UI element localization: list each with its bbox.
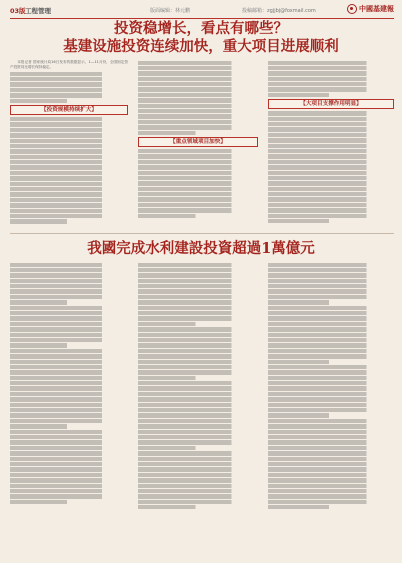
text-line (138, 349, 258, 353)
text-line (138, 403, 258, 407)
text-line (268, 263, 394, 267)
text-line (268, 349, 394, 353)
text-line (10, 279, 128, 283)
text-line (268, 478, 394, 482)
article2-column-1 (10, 262, 128, 557)
text-line (10, 171, 128, 175)
text-line (138, 494, 258, 498)
text-line (138, 192, 258, 196)
text-line (10, 144, 128, 148)
text-line (138, 489, 258, 493)
text-line (138, 386, 258, 390)
subheading-investment-scale: 【投资规模持续扩大】 (10, 105, 128, 115)
text-line (10, 386, 128, 390)
text-line (138, 306, 258, 310)
text-line (268, 494, 394, 498)
text-line (138, 381, 258, 385)
text-line (10, 322, 128, 326)
text-line (10, 462, 128, 466)
text-line (138, 343, 258, 347)
text-line (268, 451, 394, 455)
text-line (138, 165, 258, 169)
text-line (138, 77, 258, 81)
text-line (268, 82, 394, 86)
text-line (138, 214, 212, 218)
text-line (268, 61, 394, 65)
text-line (10, 376, 128, 380)
text-line (268, 365, 394, 369)
text-line (268, 343, 394, 347)
text-line (268, 473, 394, 477)
text-line (10, 338, 128, 342)
text-line (268, 376, 394, 380)
text-line (268, 111, 394, 115)
text-line (10, 88, 128, 92)
article1-headline-line2: 基建设施投资连续加快，重大项目进展顺利 (63, 38, 339, 55)
text-line (138, 197, 258, 201)
text-line (138, 413, 258, 417)
text-line (138, 376, 212, 380)
text-line (138, 473, 258, 477)
text-line (10, 500, 83, 504)
text-line (138, 120, 258, 124)
text-line (10, 473, 128, 477)
article2-column-3 (268, 262, 394, 557)
text-line (138, 365, 258, 369)
text-line (10, 327, 128, 331)
text-line (268, 360, 346, 364)
text-line (138, 338, 258, 342)
editor-credit: 版面编辑：林元鹏 (150, 8, 191, 14)
text-line (268, 181, 394, 185)
text-line (10, 419, 128, 423)
text-line (138, 327, 258, 331)
text-line (10, 133, 128, 137)
text-line (10, 484, 128, 488)
text-line (268, 144, 394, 148)
text-line (10, 306, 128, 310)
text-line (268, 138, 394, 142)
text-line (138, 300, 258, 304)
text-line (268, 467, 394, 471)
text-line (138, 66, 258, 70)
text-line (10, 192, 128, 196)
text-line (268, 300, 346, 304)
text-line (268, 500, 394, 504)
text-line (138, 279, 258, 283)
text-line (10, 284, 128, 288)
text-line (268, 424, 394, 428)
text-line (268, 197, 394, 201)
text-line (268, 149, 394, 153)
text-line (138, 505, 212, 509)
text-line (138, 125, 258, 129)
text-line (138, 457, 258, 461)
text-line (10, 467, 128, 471)
text-line (10, 160, 128, 164)
text-line (138, 478, 258, 482)
text-line (10, 446, 128, 450)
text-line (10, 263, 128, 267)
text-line (10, 370, 128, 374)
text-line (138, 149, 258, 153)
text-line (268, 154, 394, 158)
contact-email: 投稿邮箱：zgjjbj@foxmail.com (242, 8, 316, 14)
text-line (138, 311, 258, 315)
text-line (268, 219, 346, 223)
text-line (138, 98, 258, 102)
text-line (268, 93, 346, 97)
text-line (10, 139, 128, 143)
article2-headline: 我國完成水利建設投資超過1萬億元 (87, 240, 315, 257)
text-line (268, 187, 394, 191)
text-line (10, 117, 128, 121)
text-line (268, 440, 394, 444)
page-number: 03版 (10, 7, 26, 15)
text-line (268, 289, 394, 293)
text-line (138, 467, 258, 471)
text-line (10, 413, 128, 417)
text-line (10, 176, 128, 180)
text-line (10, 489, 128, 493)
text-line (268, 203, 394, 207)
text-line (10, 93, 128, 97)
text-line (10, 99, 83, 103)
lead-paragraph: 本报记者 国家统计局16日发布的数据显示，1—11月份，全国固定资产投资同比增长保持稳定。 (10, 60, 128, 70)
text-line (268, 457, 394, 461)
text-line (10, 435, 128, 439)
text-line (138, 316, 258, 320)
text-line (10, 316, 128, 320)
text-line (268, 165, 394, 169)
text-line (138, 462, 258, 466)
text-line (10, 198, 128, 202)
text-line (268, 327, 394, 331)
text-line (138, 187, 258, 191)
text-line (10, 354, 128, 358)
text-line (268, 284, 394, 288)
text-line (10, 408, 128, 412)
text-line (138, 408, 258, 412)
text-line (268, 408, 394, 412)
text-line (268, 413, 346, 417)
text-line (138, 171, 258, 175)
text-line (268, 435, 394, 439)
text-line (138, 446, 212, 450)
text-line (138, 284, 258, 288)
text-line (138, 131, 212, 135)
text-line (10, 494, 128, 498)
text-line (138, 82, 258, 86)
article1-headline-line1: 投资稳增长，看点有哪些？ (114, 20, 288, 37)
text-line (268, 127, 394, 131)
text-line (10, 430, 128, 434)
text-line (268, 419, 394, 423)
text-line (10, 182, 128, 186)
text-line (268, 176, 394, 180)
text-line (10, 457, 128, 461)
article2-column-2 (138, 262, 258, 557)
text-line (10, 165, 128, 169)
text-line (138, 154, 258, 158)
text-line (10, 343, 83, 347)
text-line (268, 316, 394, 320)
text-line (138, 289, 258, 293)
text-line (10, 187, 128, 191)
text-line (10, 209, 128, 213)
text-line (268, 171, 394, 175)
text-line (138, 203, 258, 207)
text-line (268, 505, 346, 509)
text-line (138, 322, 212, 326)
text-line (268, 71, 394, 75)
text-line (138, 109, 258, 113)
text-line (10, 214, 128, 218)
text-line (268, 311, 394, 315)
article1-column-1 (10, 60, 128, 232)
text-line (268, 446, 394, 450)
text-line (10, 77, 128, 81)
text-line (268, 306, 394, 310)
text-line (138, 208, 258, 212)
text-line (138, 181, 258, 185)
text-line (268, 192, 394, 196)
text-line (10, 289, 128, 293)
text-line (268, 333, 394, 337)
text-line (268, 295, 394, 299)
text-line (10, 333, 128, 337)
text-line (10, 392, 128, 396)
text-line (268, 122, 394, 126)
text-line (268, 484, 394, 488)
text-line (268, 214, 394, 218)
text-line (10, 365, 128, 369)
text-line (268, 430, 394, 434)
text-line (10, 82, 128, 86)
text-line (268, 489, 394, 493)
text-line (138, 160, 258, 164)
text-line (10, 403, 128, 407)
text-line (138, 397, 258, 401)
text-line (10, 219, 83, 223)
text-line (138, 392, 258, 396)
text-line (138, 104, 258, 108)
text-line (10, 349, 128, 353)
newspaper-logo (347, 4, 394, 14)
text-line (138, 176, 258, 180)
text-line (268, 268, 394, 272)
text-line (10, 203, 128, 207)
article-divider (10, 233, 394, 234)
text-line (138, 273, 258, 277)
text-line (138, 333, 258, 337)
article1-column-2 (138, 60, 258, 232)
text-line (268, 322, 394, 326)
text-line (138, 440, 258, 444)
text-line (268, 133, 394, 137)
text-line (268, 77, 394, 81)
text-line (138, 370, 258, 374)
text-line (268, 87, 394, 91)
text-line (268, 392, 394, 396)
section-name: 工程管理 (25, 7, 51, 15)
text-line (10, 311, 128, 315)
text-line (138, 263, 258, 267)
text-line (138, 295, 258, 299)
text-line (138, 451, 258, 455)
text-line (268, 462, 394, 466)
text-line (138, 71, 258, 75)
subheading-key-fields: 【重点领域项目加快】 (138, 137, 258, 147)
subheading-major-projects: 【大项目支撑作用明显】 (268, 99, 394, 109)
text-line (268, 381, 394, 385)
text-line (268, 338, 394, 342)
text-line (138, 500, 258, 504)
text-line (268, 208, 394, 212)
text-line (268, 403, 394, 407)
text-line (10, 451, 128, 455)
text-line (10, 155, 128, 159)
article1-column-3 (268, 60, 394, 232)
text-line (10, 72, 128, 76)
text-line (138, 484, 258, 488)
text-line (10, 381, 128, 385)
text-line (138, 435, 258, 439)
text-line (268, 370, 394, 374)
text-line (138, 354, 258, 358)
text-line (138, 424, 258, 428)
text-line (10, 295, 128, 299)
logo-text: 中國基建報 (359, 5, 394, 13)
text-line (138, 268, 258, 272)
text-line (138, 419, 258, 423)
text-line (138, 114, 258, 118)
text-line (268, 66, 394, 70)
text-line (10, 128, 128, 132)
text-line (268, 160, 394, 164)
text-line (138, 61, 258, 65)
text-line (268, 273, 394, 277)
text-line (268, 354, 394, 358)
text-line (10, 424, 83, 428)
text-line (138, 93, 258, 97)
text-line (10, 273, 128, 277)
text-line (268, 117, 394, 121)
text-line (138, 430, 258, 434)
text-line (10, 122, 128, 126)
text-line (10, 397, 128, 401)
text-line (268, 279, 394, 283)
text-line (10, 268, 128, 272)
text-line (10, 300, 83, 304)
text-line (268, 397, 394, 401)
text-line (10, 149, 128, 153)
text-line (10, 478, 128, 482)
text-line (10, 360, 128, 364)
text-line (138, 87, 258, 91)
page-header (10, 4, 394, 19)
text-line (138, 360, 258, 364)
text-line (10, 440, 128, 444)
logo-icon (347, 4, 357, 14)
text-line (268, 386, 394, 390)
